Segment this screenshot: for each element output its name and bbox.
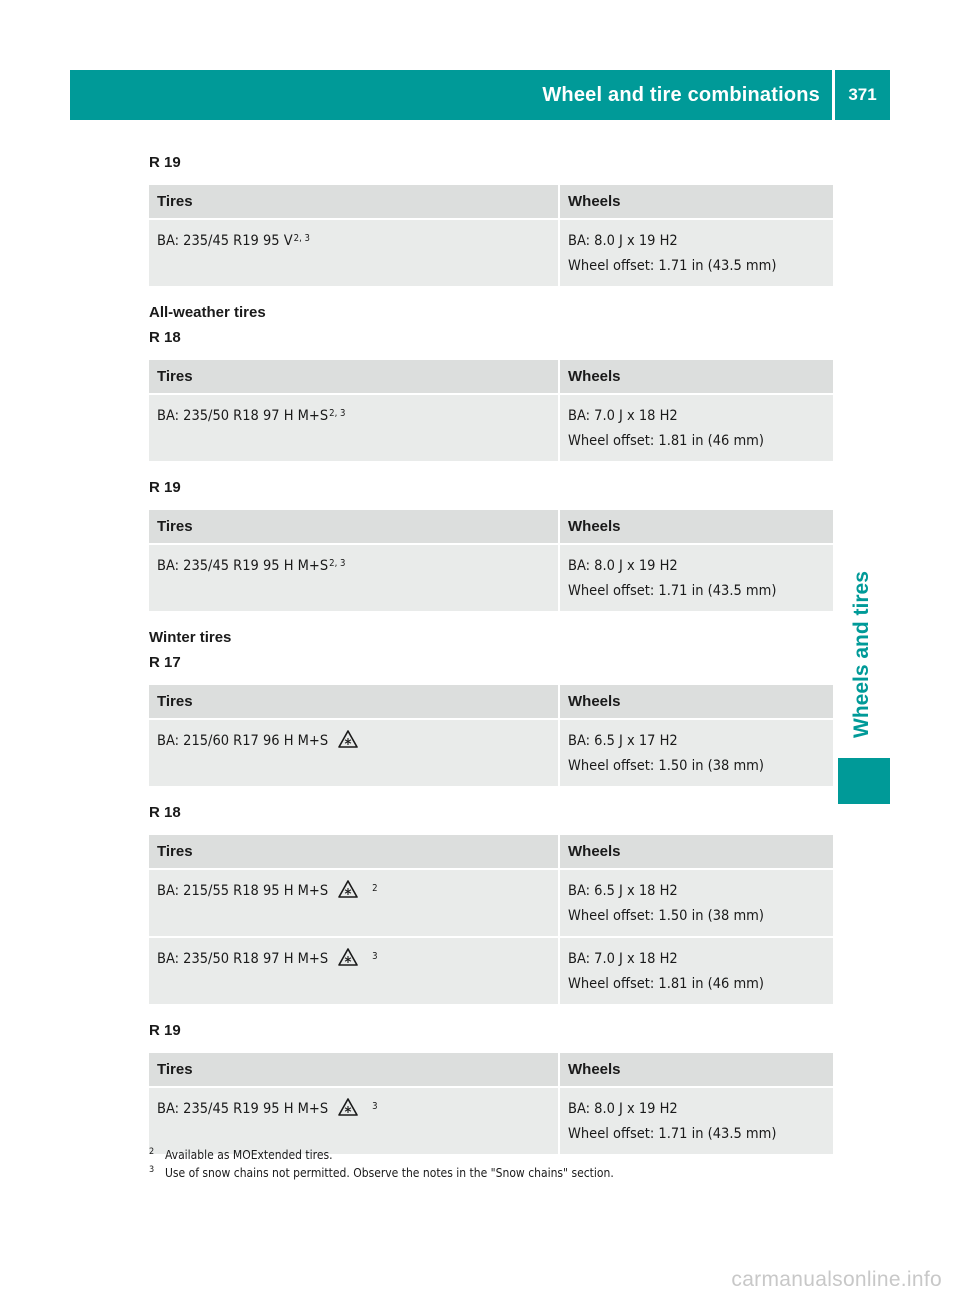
wheel-cell [559,719,833,787]
tire-cell [149,937,559,1005]
tire-cell [149,394,559,462]
column-header-wheels: Wheels [559,510,833,544]
wheel-cell [559,544,833,612]
wheel-offset: Wheel offset: 1.71 in (43.5 mm) [568,583,777,599]
wheel-cell [559,869,833,937]
tire-section [149,800,833,1006]
footnote-ref: 2, 3 [329,558,346,569]
rim-size-heading: R 18 [149,804,181,821]
rim-size-heading: R 17 [149,654,181,671]
tire-cell [149,544,559,612]
header-bar [70,70,890,120]
table-row [149,394,833,462]
column-header-wheels: Wheels [559,1053,833,1087]
footnote-ref: 3 [372,1101,378,1112]
table-row [149,869,833,937]
mountain-snowflake-icon [338,948,358,966]
tire-spec: BA: 235/50 R18 97 H M+S [157,951,329,967]
group-heading: Winter tires [149,629,232,646]
tire-table [149,685,833,788]
wheel-offset: Wheel offset: 1.81 in (46 mm) [568,976,764,992]
column-header-wheels: Wheels [559,685,833,719]
footnote-text: Available as MOExtended tires. [165,1148,333,1162]
tire-section [149,625,833,788]
wheel-spec: BA: 6.5 J x 17 H2 [568,733,678,749]
tire-section [149,150,833,288]
column-header-tires: Tires [149,510,559,544]
column-header-tires: Tires [149,1053,559,1087]
table-header-row [149,510,833,544]
rim-size-heading: R 18 [149,329,181,346]
footnote-ref: 3 [372,951,378,962]
column-header-tires: Tires [149,185,559,219]
wheel-cell [559,394,833,462]
table-row [149,219,833,287]
wheel-cell [559,1087,833,1155]
table-row [149,719,833,787]
mountain-snowflake-icon [338,1098,358,1116]
tire-spec: BA: 235/45 R19 95 V [157,233,293,249]
footnote-ref: 2, 3 [293,233,310,244]
wheel-spec: BA: 8.0 J x 19 H2 [568,233,678,249]
table-header-row [149,185,833,219]
chapter-title: Wheel and tire combinations [542,83,820,106]
table-header-row [149,685,833,719]
mountain-snowflake-icon [338,730,358,748]
tire-table [149,360,833,463]
table-row [149,1087,833,1155]
tire-spec: BA: 235/45 R19 95 H M+S [157,558,329,574]
tire-table [149,185,833,288]
tire-spec: BA: 235/45 R19 95 H M+S [157,1101,329,1117]
column-header-tires: Tires [149,835,559,869]
tire-section [149,475,833,613]
wheel-spec: BA: 7.0 J x 18 H2 [568,408,678,424]
tire-cell [149,719,559,787]
tire-spec: BA: 215/60 R17 96 H M+S [157,733,329,749]
footnote [149,1146,833,1164]
table-row [149,544,833,612]
page-content [149,150,833,1156]
wheel-offset: Wheel offset: 1.50 in (38 mm) [568,758,764,774]
footnote-number: 3 [149,1165,155,1175]
column-header-tires: Tires [149,685,559,719]
rim-size-heading: R 19 [149,479,181,496]
tire-cell [149,869,559,937]
tire-table [149,1053,833,1156]
footnote-number: 2 [149,1147,155,1157]
tire-spec: BA: 215/55 R18 95 H M+S [157,883,329,899]
table-header-row [149,835,833,869]
column-header-wheels: Wheels [559,835,833,869]
group-heading: All-weather tires [149,304,266,321]
wheel-offset: Wheel offset: 1.71 in (43.5 mm) [568,1126,777,1142]
wheel-spec: BA: 8.0 J x 19 H2 [568,1101,678,1117]
column-header-wheels: Wheels [559,185,833,219]
wheel-spec: BA: 8.0 J x 19 H2 [568,558,678,574]
tire-cell [149,219,559,287]
rim-size-heading: R 19 [149,154,181,171]
tire-table [149,835,833,1006]
wheel-cell [559,937,833,1005]
watermark: carmanualsonline.info [731,1268,942,1291]
page-number: 371 [848,85,877,104]
rim-size-heading: R 19 [149,1022,181,1039]
footnote-ref: 2 [372,883,378,894]
column-header-tires: Tires [149,360,559,394]
wheel-offset: Wheel offset: 1.50 in (38 mm) [568,908,764,924]
wheel-offset: Wheel offset: 1.71 in (43.5 mm) [568,258,777,274]
table-header-row [149,360,833,394]
footnotes [149,1146,833,1182]
tire-section [149,1018,833,1156]
wheel-spec: BA: 6.5 J x 18 H2 [568,883,678,899]
footnote-ref: 2, 3 [329,408,346,419]
mountain-snowflake-icon [338,880,358,898]
footnote-text: Use of snow chains not permitted. Observe the notes in the "Snow chains" section. [165,1166,614,1180]
tire-section [149,300,833,463]
side-tab-marker [838,758,890,804]
wheel-spec: BA: 7.0 J x 18 H2 [568,951,678,967]
side-tab-label: Wheels and tires [850,571,873,739]
wheel-cell [559,219,833,287]
tire-cell [149,1087,559,1155]
table-row [149,937,833,1005]
footnote [149,1164,833,1182]
tire-spec: BA: 235/50 R18 97 H M+S [157,408,329,424]
tire-table [149,510,833,613]
table-header-row [149,1053,833,1087]
wheel-offset: Wheel offset: 1.81 in (46 mm) [568,433,764,449]
column-header-wheels: Wheels [559,360,833,394]
